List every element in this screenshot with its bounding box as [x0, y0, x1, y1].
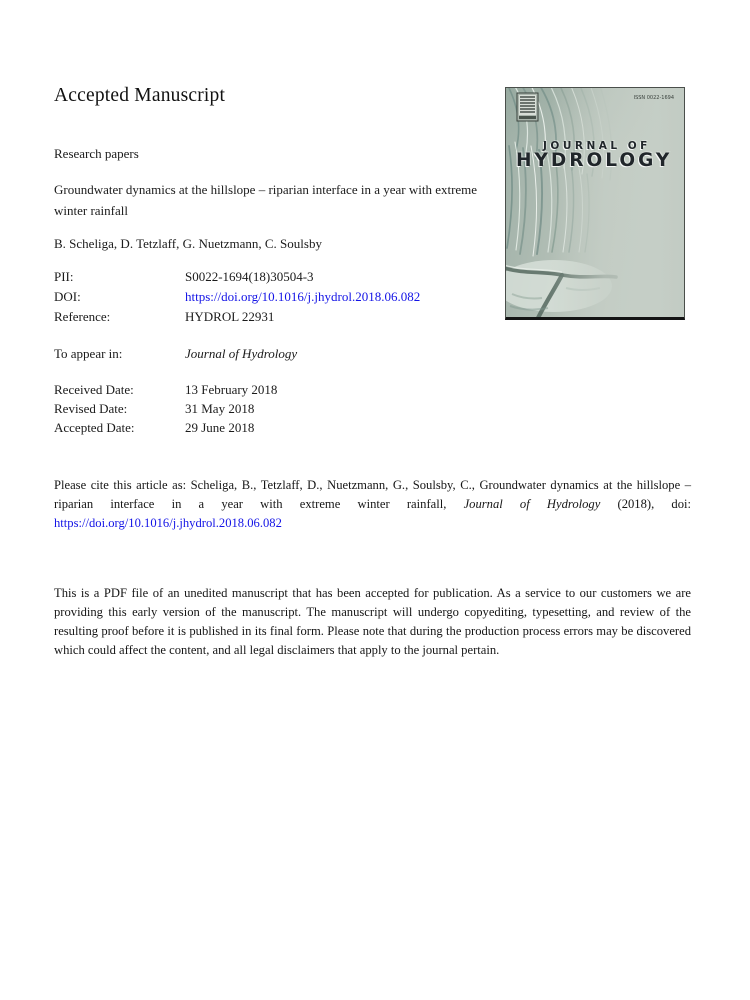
page-title: Accepted Manuscript	[54, 85, 226, 106]
revised-label: Revised Date:	[54, 401, 128, 416]
reference-label: Reference:	[54, 309, 111, 324]
meta-row-revised	[54, 401, 254, 417]
pii-value: S0022-1694(18)30504-3	[185, 269, 314, 284]
disclaimer-text: This is a PDF file of an unedited manuscript that has been accepted for publication. As a service to our customers we are providing this early version of the manuscript. The manuscript will undergo copyediting, typesetting, and review of the resulting proof before it is published in its final form. Please note that during the production process errors may be discovered which could affect the content, and all legal disclaimers that apply to the journal pertain.	[54, 585, 691, 658]
reference-value: HYDROL 22931	[185, 309, 275, 324]
to-appear-value: Journal of Hydrology	[185, 346, 298, 361]
to-appear-label: To appear in:	[54, 346, 123, 361]
received-value: 13 February 2018	[185, 382, 278, 397]
pii-label: PII:	[54, 269, 74, 284]
journal-title-line1: JOURNAL OF	[543, 140, 651, 152]
journal-title-line2: HYDROLOGY	[516, 150, 673, 171]
citation-doi-link[interactable]: https://doi.org/10.1016/j.jhydrol.2018.06.082	[54, 516, 282, 531]
citation-journal: Journal of Hydrology	[463, 496, 601, 511]
meta-row-reference	[54, 309, 274, 325]
doi-link[interactable]: https://doi.org/10.1016/j.jhydrol.2018.06.082	[185, 289, 421, 304]
article-title: Groundwater dynamics at the hillslope – riparian interface in a year with extreme winter rainfall	[54, 182, 478, 218]
citation-middle: (2018), doi:	[600, 496, 691, 511]
revised-value: 31 May 2018	[185, 401, 255, 416]
journal-cover	[505, 87, 685, 320]
meta-row-pii	[54, 269, 314, 285]
elsevier-logo-icon	[517, 93, 538, 121]
accepted-label: Accepted Date:	[54, 420, 135, 435]
received-label: Received Date:	[54, 382, 134, 397]
meta-row-accepted	[54, 420, 254, 436]
section-label: Research papers	[54, 146, 139, 161]
meta-row-to-appear	[54, 346, 297, 362]
meta-row-received	[54, 382, 277, 398]
doi-label: DOI:	[54, 289, 81, 304]
cover-art-image	[506, 88, 684, 317]
accepted-value: 29 June 2018	[185, 420, 255, 435]
citation-prefix: Please cite this article as: Scheliga, B., Tetzlaff, D., Nuetzmann, G., Soulsby, C., Groundwater dynamics at the hillslope – riparian interface in a year with extreme winter rainfall,	[54, 477, 691, 511]
author-list: B. Scheliga, D. Tetzlaff, G. Nuetzmann, C. Soulsby	[54, 236, 322, 251]
issn-text: ISSN 0022-1694	[633, 95, 674, 101]
meta-row-doi	[54, 289, 420, 305]
citation-note	[54, 476, 691, 534]
